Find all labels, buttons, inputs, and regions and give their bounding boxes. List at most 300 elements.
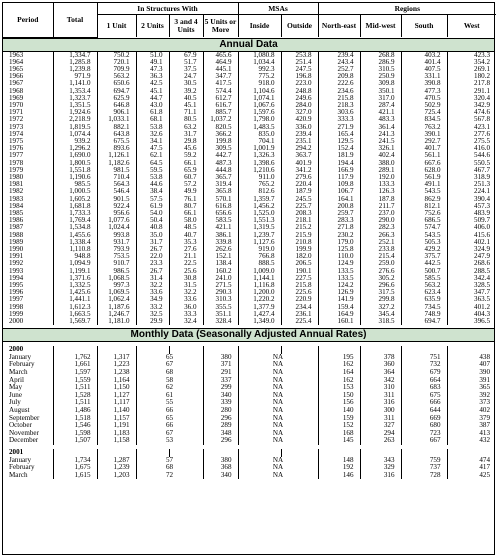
units2-cell: 53.8 xyxy=(136,174,169,181)
period-cell: 1981 xyxy=(9,181,24,189)
inside-cell: 1,144.1 xyxy=(238,275,281,282)
west-cell: 457.3 xyxy=(447,203,496,210)
table-row xyxy=(3,167,496,174)
units5-cell: 309.5 xyxy=(203,145,238,152)
table-row xyxy=(3,217,496,224)
table-row xyxy=(3,275,496,282)
midwest-cell: 252.1 xyxy=(360,239,401,246)
inside-cell: 1,034.4 xyxy=(238,59,281,66)
midwest-cell: 296.6 xyxy=(360,282,401,289)
table-row xyxy=(3,407,496,415)
inside-cell: 765.2 xyxy=(238,181,281,188)
northeast-cell: 192 xyxy=(318,464,360,472)
units2to4-cell: 65 xyxy=(136,415,203,423)
unit1-cell: 997.3 xyxy=(97,282,136,289)
units5-cell: 296 xyxy=(203,415,238,423)
midwest-cell: 327 xyxy=(360,422,401,430)
south-cell: 390.1 xyxy=(401,131,447,138)
outside-cell: 182.0 xyxy=(281,253,318,260)
total-cell: 1,528 xyxy=(53,392,97,400)
total-cell: 1,511 xyxy=(53,384,97,392)
inside-cell: 766.8 xyxy=(238,253,281,260)
unit1-cell: 564.3 xyxy=(97,181,136,188)
table-row xyxy=(3,260,496,267)
units5-cell: 340 xyxy=(203,392,238,400)
northeast-cell: 252.7 xyxy=(318,66,360,73)
total-header: Total xyxy=(53,3,97,37)
unit1-cell: 1,181.0 xyxy=(97,318,136,325)
northeast-cell: 146 xyxy=(318,472,360,480)
units34-cell: 51.7 xyxy=(169,59,203,66)
west-cell: 404.3 xyxy=(447,311,496,318)
units5-cell: 319.4 xyxy=(203,181,238,188)
total-cell: 1,612.3 xyxy=(53,304,97,311)
west-cell: 347.7 xyxy=(447,289,496,296)
inside-cell: 1,127.6 xyxy=(238,239,281,246)
south-cell: 635.9 xyxy=(401,296,447,303)
units5-cell: 280 xyxy=(203,407,238,415)
table-row xyxy=(3,52,496,59)
midwest-cell: 294 xyxy=(360,430,401,438)
inside-cell: 1,001.9 xyxy=(238,145,281,152)
south-cell: 401.4 xyxy=(401,59,447,66)
midwest-cell: 343 xyxy=(360,457,401,465)
unit1-cell: 1,062.4 xyxy=(97,296,136,303)
table-row xyxy=(3,361,496,369)
period-cell: 1995 xyxy=(9,282,24,289)
units34-cell: 22.5 xyxy=(169,260,203,267)
units5-cell: 348 xyxy=(203,430,238,438)
south-cell: 667.6 xyxy=(401,160,447,167)
units2to4-cell: 68 xyxy=(136,464,203,472)
northeast-cell: 109.8 xyxy=(318,181,360,188)
midwest-cell: 290.0 xyxy=(360,217,401,224)
northeast-cell: 148 xyxy=(318,457,360,465)
table-row xyxy=(3,437,496,445)
units2-cell: 34.1 xyxy=(136,138,169,145)
units34-cell: 36.0 xyxy=(169,304,203,311)
units34-cell: 31.5 xyxy=(169,282,203,289)
northeast-cell: 140 xyxy=(318,407,360,415)
northeast-cell: 126.9 xyxy=(318,289,360,296)
units2-cell: 47.3 xyxy=(136,66,169,73)
midwest-cell: 378 xyxy=(360,354,401,362)
unit1-cell: 750.2 xyxy=(97,52,136,59)
units2-cell: 68.1 xyxy=(136,116,169,123)
northeast-header: North-east xyxy=(318,15,360,38)
outside-cell: 225.4 xyxy=(281,318,318,325)
table-row xyxy=(3,66,496,73)
units34-cell: 65.9 xyxy=(169,167,203,174)
west-cell: 550.5 xyxy=(447,160,496,167)
msas-cell: NA xyxy=(238,392,318,400)
inside-cell: 1,210.6 xyxy=(238,167,281,174)
west-cell: 474.6 xyxy=(447,109,496,116)
unit1-cell: 709.9 xyxy=(97,66,136,73)
south-cell: 585.5 xyxy=(401,275,447,282)
northeast-cell: 218.3 xyxy=(318,102,360,109)
table-row xyxy=(3,131,496,138)
midwest-cell: 133.3 xyxy=(360,181,401,188)
midwest-cell: 126.3 xyxy=(360,188,401,195)
west-cell: 423.1 xyxy=(447,124,496,131)
outside-cell: 239.4 xyxy=(281,131,318,138)
unit1-cell: 931.7 xyxy=(97,239,136,246)
msas-cell: NA xyxy=(238,407,318,415)
period-cell: 2000 xyxy=(9,318,24,326)
total-cell: 1,371.6 xyxy=(53,275,97,282)
annual-data-title: Annual Data xyxy=(3,38,494,52)
inside-cell: 1,116.8 xyxy=(238,282,281,289)
units2-cell: 40.8 xyxy=(136,224,169,231)
month-cell: July xyxy=(9,399,21,407)
south-cell: 574.7 xyxy=(401,224,447,231)
midwest-cell: 192.0 xyxy=(360,174,401,181)
northeast-cell: 133.5 xyxy=(318,275,360,282)
outside-cell: 225.7 xyxy=(281,203,318,210)
unit1-cell: 1,223 xyxy=(97,361,136,369)
year-label: 2000 xyxy=(9,346,24,354)
west-header: West xyxy=(447,15,496,38)
units5-cell: 366.2 xyxy=(203,131,238,138)
units34-cell: 31.7 xyxy=(169,131,203,138)
unit1-cell: 563.2 xyxy=(97,73,136,80)
table-row xyxy=(3,377,496,385)
units34-cell: 40.7 xyxy=(169,232,203,239)
outside-cell: 248.8 xyxy=(281,88,318,95)
south-cell: 505.3 xyxy=(401,239,447,246)
unit1-cell: 1,246.7 xyxy=(97,311,136,318)
units5-cell: 365.8 xyxy=(203,188,238,195)
units34-cell: 66.1 xyxy=(169,210,203,217)
period-cell: 1992 xyxy=(9,260,24,268)
outside-cell: 225.6 xyxy=(281,289,318,296)
south-cell: 748.9 xyxy=(401,311,447,318)
units5-cell: 574.4 xyxy=(203,88,238,95)
total-cell: 1,334.7 xyxy=(53,52,97,59)
total-cell: 1,141.0 xyxy=(53,80,97,87)
units2-cell: 44.6 xyxy=(136,181,169,188)
unit1-cell: 922.4 xyxy=(97,203,136,210)
units2to4-cell: 66 xyxy=(136,422,203,430)
west-cell: 251.3 xyxy=(447,181,496,188)
units34-cell: 33.6 xyxy=(169,296,203,303)
midwest-cell: 311 xyxy=(360,415,401,423)
units5-cell: 310.3 xyxy=(203,296,238,303)
period-cell: 1970 xyxy=(9,101,24,109)
total-cell: 948.8 xyxy=(53,253,97,260)
midwest-cell: 345.4 xyxy=(360,311,401,318)
total-cell: 1,000.5 xyxy=(53,188,97,195)
midwest-cell: 299.8 xyxy=(360,296,401,303)
outside-cell: 199.9 xyxy=(281,246,318,253)
units2-cell: 32.5 xyxy=(136,311,169,318)
outside-cell: 420.9 xyxy=(281,116,318,123)
period-cell: 1988 xyxy=(9,231,24,239)
units2to4-cell: 67 xyxy=(136,430,203,438)
northeast-cell: 166.9 xyxy=(318,167,360,174)
outside-cell: 341.2 xyxy=(281,167,318,174)
total-cell: 1,338.4 xyxy=(53,239,97,246)
total-cell: 1,199.1 xyxy=(53,268,97,275)
midwest-cell: 310 xyxy=(360,384,401,392)
south-cell: 403.2 xyxy=(401,52,447,59)
west-cell: 483.9 xyxy=(447,210,496,217)
table-row xyxy=(3,384,496,392)
units5-cell: 442.7 xyxy=(203,152,238,159)
month-cell: June xyxy=(9,391,23,399)
units5-cell: 262.6 xyxy=(203,246,238,253)
total-cell: 1,511 xyxy=(53,399,97,407)
period-cell: 1996 xyxy=(9,289,24,297)
units2to4-cell: 58 xyxy=(136,377,203,385)
monthly-data-table xyxy=(3,342,496,479)
unit1-cell: 1,203 xyxy=(97,472,136,480)
units2-cell: 33.2 xyxy=(136,304,169,311)
msas-cell: NA xyxy=(238,377,318,385)
table-header xyxy=(3,3,496,38)
inside-cell: 888.5 xyxy=(238,260,281,267)
units2-cell: 54.0 xyxy=(136,210,169,217)
outside-cell: 294.2 xyxy=(281,145,318,152)
unit1-cell: 546.4 xyxy=(97,188,136,195)
outside-cell: 208.3 xyxy=(281,210,318,217)
units5-cell: 380 xyxy=(203,457,238,465)
msas-cell: NA xyxy=(238,464,318,472)
unit1-header: 1 Unit xyxy=(97,15,136,38)
msas-cell: NA xyxy=(238,361,318,369)
housing-starts-table xyxy=(2,2,495,555)
unit1-cell: 1,157 xyxy=(97,415,136,423)
unit1-cell: 753.5 xyxy=(97,253,136,260)
northeast-cell: 271.9 xyxy=(318,124,360,131)
unit1-cell: 643.8 xyxy=(97,131,136,138)
units34-cell: 76.1 xyxy=(169,196,203,203)
south-cell: 734.5 xyxy=(401,304,447,311)
outside-cell: 236.1 xyxy=(281,311,318,318)
units2-cell: 45.1 xyxy=(136,88,169,95)
northeast-cell: 209.8 xyxy=(318,73,360,80)
table-row xyxy=(3,152,496,159)
unit1-cell: 1,127 xyxy=(97,392,136,400)
unit1-cell: 986.5 xyxy=(97,268,136,275)
south-cell: 694.7 xyxy=(401,318,447,325)
units2-header: 2 Units xyxy=(136,15,169,38)
table-row xyxy=(3,392,496,400)
south-cell: 628.0 xyxy=(401,167,447,174)
table-row xyxy=(3,160,496,167)
total-cell: 1,518 xyxy=(53,415,97,423)
outside-cell: 279.6 xyxy=(281,174,318,181)
south-cell: 812.1 xyxy=(401,203,447,210)
total-cell: 1,353.4 xyxy=(53,88,97,95)
south-cell: 686.5 xyxy=(401,217,447,224)
units2-cell: 29.9 xyxy=(136,318,169,325)
outside-cell: 327.0 xyxy=(281,109,318,116)
total-cell: 1,425.6 xyxy=(53,289,97,296)
table-row xyxy=(3,268,496,275)
south-cell: 563.2 xyxy=(401,282,447,289)
period-cell: 1980 xyxy=(9,173,24,181)
midwest-cell: 268.8 xyxy=(360,52,401,59)
units5-cell: 347.7 xyxy=(203,73,238,80)
south-cell: 737 xyxy=(401,464,447,472)
period-cell: 1989 xyxy=(9,238,24,246)
units5-header: 5 Units or More xyxy=(203,15,238,38)
table-row xyxy=(3,124,496,131)
northeast-cell: 162 xyxy=(318,361,360,369)
total-cell: 1,924.6 xyxy=(53,109,97,116)
unit1-cell: 1,033.1 xyxy=(97,116,136,123)
west-cell: 413 xyxy=(447,430,496,438)
total-cell: 1,110.8 xyxy=(53,246,97,253)
west-cell: 342.9 xyxy=(447,102,496,109)
total-cell: 1,285.8 xyxy=(53,59,97,66)
unit1-cell: 993.8 xyxy=(97,232,136,239)
unit1-cell: 882.1 xyxy=(97,124,136,131)
units5-cell: 351.1 xyxy=(203,311,238,318)
outside-cell: 190.1 xyxy=(281,268,318,275)
period-cell: 1990 xyxy=(9,245,24,253)
south-cell: 543.5 xyxy=(401,232,447,239)
units2-cell: 61.8 xyxy=(136,109,169,116)
units2-cell: 61.9 xyxy=(136,203,169,210)
units2-cell: 53.8 xyxy=(136,124,169,131)
west-cell: 567.8 xyxy=(447,116,496,123)
unit1-cell: 1,187.6 xyxy=(97,304,136,311)
northeast-cell: 195 xyxy=(318,354,360,362)
midwest-cell: 329 xyxy=(360,464,401,472)
west-cell: 269.1 xyxy=(447,66,496,73)
msas-cell: NA xyxy=(238,472,318,480)
table-row xyxy=(3,304,496,311)
period-cell: 1968 xyxy=(9,87,24,95)
northeast-cell: 129.5 xyxy=(318,138,360,145)
inside-cell: 704.1 xyxy=(238,138,281,145)
west-cell: 396.5 xyxy=(447,318,496,325)
period-cell: 1963 xyxy=(9,51,24,59)
south-cell: 667 xyxy=(401,437,447,445)
midwest-cell: 316 xyxy=(360,399,401,407)
table-row xyxy=(3,296,496,303)
units2-cell: 31.7 xyxy=(136,239,169,246)
south-cell: 623.4 xyxy=(401,289,447,296)
units5-cell: 380 xyxy=(203,354,238,362)
units2-cell: 49.1 xyxy=(136,59,169,66)
total-cell: 1,569.7 xyxy=(53,318,97,325)
northeast-cell: 271.8 xyxy=(318,224,360,231)
units5-cell: 339 xyxy=(203,399,238,407)
period-cell: 1987 xyxy=(9,224,24,232)
units34-cell: 80.5 xyxy=(169,116,203,123)
midwest-cell: 483.3 xyxy=(360,116,401,123)
msas-cell: NA xyxy=(238,415,318,423)
west-cell: 401.2 xyxy=(447,304,496,311)
units34-cell: 30.8 xyxy=(169,275,203,282)
table-row xyxy=(3,188,496,195)
period-cell: 1984 xyxy=(9,202,24,210)
northeast-cell: 243.4 xyxy=(318,59,360,66)
northeast-cell: 124.2 xyxy=(318,282,360,289)
inside-cell: 911.0 xyxy=(238,174,281,181)
south-cell: 561.1 xyxy=(401,152,447,159)
total-cell: 2,218.9 xyxy=(53,116,97,123)
inside-cell: 1,319.5 xyxy=(238,224,281,231)
units5-cell: 612.7 xyxy=(203,95,238,102)
units34-cell: 29.8 xyxy=(169,138,203,145)
south-cell: 491.1 xyxy=(401,181,447,188)
total-cell: 1,762 xyxy=(53,354,97,362)
total-cell: 1,681.8 xyxy=(53,203,97,210)
midwest-cell: 263 xyxy=(360,437,401,445)
total-cell: 1,551.8 xyxy=(53,167,97,174)
midwest-header: Mid-west xyxy=(360,15,401,38)
total-cell: 1,598 xyxy=(53,430,97,438)
total-cell: 1,605.2 xyxy=(53,196,97,203)
total-cell: 1,239.8 xyxy=(53,66,97,73)
month-cell: January xyxy=(9,353,32,361)
units2-cell: 62.1 xyxy=(136,152,169,159)
northeast-cell: 152.4 xyxy=(318,145,360,152)
midwest-cell: 360 xyxy=(360,361,401,369)
outside-cell: 215.9 xyxy=(281,232,318,239)
unit1-cell: 901.5 xyxy=(97,196,136,203)
units2-cell: 26.7 xyxy=(136,268,169,275)
units2-cell: 51.0 xyxy=(136,52,169,59)
northeast-cell: 145 xyxy=(318,437,360,445)
west-cell: 224.1 xyxy=(447,188,496,195)
midwest-cell: 402.4 xyxy=(360,152,401,159)
inside-cell: 1,427.4 xyxy=(238,311,281,318)
inside-cell: 1,104.6 xyxy=(238,88,281,95)
west-cell: 438 xyxy=(447,354,496,362)
table-row xyxy=(3,102,496,109)
outside-cell: 249.6 xyxy=(281,95,318,102)
northeast-cell: 168 xyxy=(318,430,360,438)
total-cell: 1,690.0 xyxy=(53,152,97,159)
west-cell: 342.4 xyxy=(447,275,496,282)
total-cell: 1,074.4 xyxy=(53,131,97,138)
unit1-cell: 646.8 xyxy=(97,102,136,109)
west-cell: 275.5 xyxy=(447,138,496,145)
table-row xyxy=(3,318,496,325)
south-cell: 561.9 xyxy=(401,174,447,181)
unit1-cell: 1,317 xyxy=(97,354,136,362)
month-cell: March xyxy=(9,369,28,376)
units2to4-cell: 55 xyxy=(136,399,203,407)
month-cell: January xyxy=(9,456,32,464)
year-row xyxy=(3,449,496,457)
units2to4-cell: 67 xyxy=(136,361,203,369)
units34-cell: 32.4 xyxy=(169,318,203,325)
units2to4-cell: 62 xyxy=(136,384,203,392)
table-row xyxy=(3,464,496,472)
inside-cell: 775.2 xyxy=(238,73,281,80)
table-row xyxy=(3,311,496,318)
units34-cell: 48.5 xyxy=(169,224,203,231)
northeast-cell: 259.7 xyxy=(318,210,360,217)
unit1-cell: 1,069.5 xyxy=(97,289,136,296)
outside-cell: 284.0 xyxy=(281,102,318,109)
units2-cell: 26.7 xyxy=(136,246,169,253)
period-cell: 1979 xyxy=(9,166,24,174)
outside-cell: 251.4 xyxy=(281,59,318,66)
northeast-cell: 179.0 xyxy=(318,239,360,246)
northeast-cell: 181.9 xyxy=(318,152,360,159)
units2-cell: 36.3 xyxy=(136,73,169,80)
units34-cell: 33.3 xyxy=(169,311,203,318)
table-row xyxy=(3,181,496,188)
